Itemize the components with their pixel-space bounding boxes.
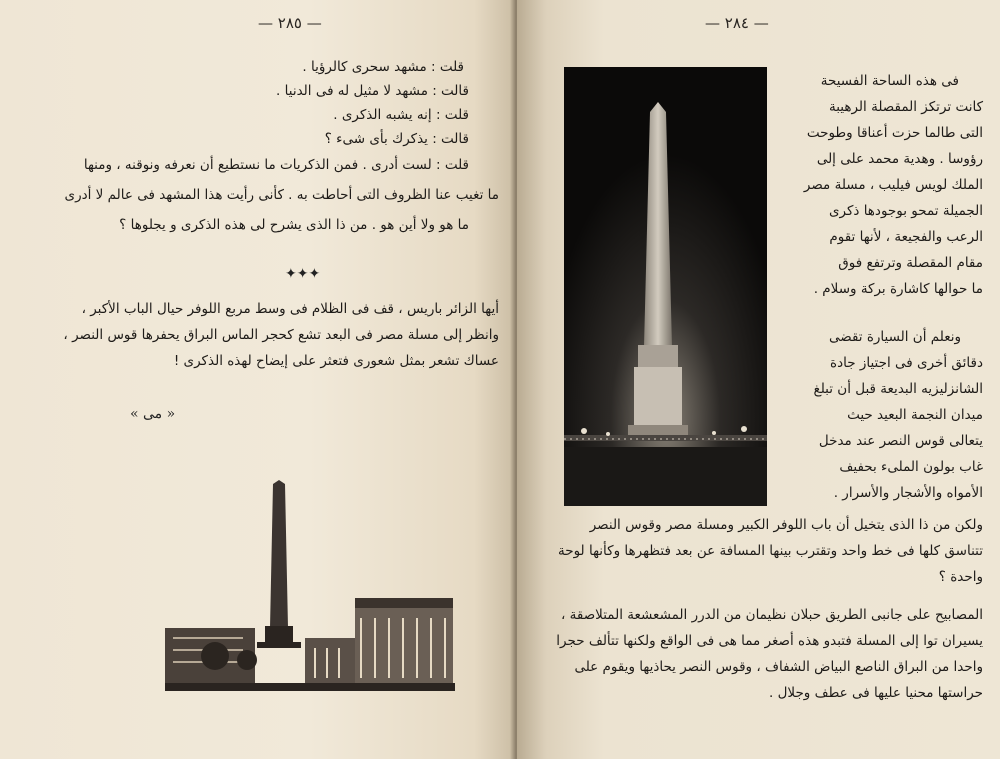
full-line: واحدا من البراق الناصع البياض الشفاف ، وقوس النصر يحاذيها ويقوم على [574,659,983,675]
dialogue-line: قلت : إنه يشبه الذكرى . [333,107,469,123]
column-line: ميدان النجمة البعيد حيث [847,407,983,423]
column-paragraph-2 [783,328,983,508]
section-separator: ✦✦✦ [285,266,321,282]
dialogue-line: ما تغيب عنا الظروف التى أحاطت به . كأنى رأيت هذا المشهد فى عالم لا أدرى [64,187,499,203]
column-line: دقائق أخرى فى اجتياز جادة [830,355,983,371]
column-line: الأمواه والأشجار والأسرار . [833,485,983,501]
column-line: يتعالى قوس النصر عند مدخل [818,433,983,449]
dialogue-line: قلت : مشهد سحرى كالرؤيا . [302,59,464,75]
column-line: الجميلة تمحو بوجودها ذكرى [828,203,983,219]
column-line: الشانزليزيه البديعة قبل أن تبلغ [813,381,983,397]
column-line: الملك لويس فيليب ، مسلة مصر [803,177,983,193]
left-page-number: — ٢٨٥ — [258,14,322,32]
closing-line: عساك تشعر بمثل شعورى فتعثر على إيضاح لهذه الذكرى ! [173,353,499,369]
closing-block [59,300,499,400]
column-line: كانت ترتكز المقصلة الرهيبة [828,99,983,115]
dialogue-line: ما هو ولا أين هو . من ذا الذى يشرح لى هذه الذكرى و يجلوها ؟ [119,217,469,233]
author-signature: « مى » [130,406,176,422]
column-line: ما حوالها كاشارة بركة وسلام . [813,281,983,297]
full-paragraph-2 [553,606,983,716]
obelisk-sketch-illustration [165,478,455,693]
dialogue-block [59,58,499,248]
column-line: التى طالما حزت أعناقا وطوحت [806,125,983,141]
right-page-number: — ٢٨٤ — [705,14,769,32]
full-line: ولكن من ذا الذى يتخيل أن باب اللوفر الكبير ومسلة مصر وقوس النصر [589,517,983,533]
full-line: واحدة ؟ [938,569,983,585]
column-line: ونعلم أن السيارة تقضى [828,329,961,345]
column-line: مقام المقصلة وترتفع فوق [838,255,983,271]
full-line: تتناسق كلها فى خط واحد وتقترب بينها المسافة عن بعد فتظهرها وكأنها لوحة [558,543,983,559]
column-line: رؤوسا . وهدية محمد على إلى [816,151,983,167]
full-line: حراستها محنيا عليها فى عطف وجلال . [769,685,983,701]
full-paragraph-1 [553,516,983,596]
column-line: الرعب والفجيعة ، لأنها تقوم [829,229,983,245]
closing-line: وانظر إلى مسلة مصر فى البعد تشع كحجر الماس البراق يحفرها قوس النصر ، [63,327,499,343]
closing-line: أيها الزائر باريس ، قف فى الظلام فى وسط مربع اللوفر حيال الباب الأكبر ، [81,301,499,317]
column-line: غاب بولون الملىء بحفيف [839,459,983,475]
column-paragraph-1 [783,72,983,297]
dialogue-line: قلت : لست أدرى . فمن الذكريات ما نستطيع أن نعرفه ونوقنه ، ومنها [83,157,469,173]
full-line: يسيران توا إلى المسلة فتبدو هذه أصغر مما هى فى الواقع ولكنها تتألف حجرا [556,633,983,649]
full-line: المصابيح على جانبى الطريق حبلان نظيمان من الدرر المشعشعة المتلاصقة ، [561,607,983,623]
dialogue-line: قالت : يذكرك بأى شىء ؟ [324,131,469,147]
dialogue-line: قالت : مشهد لا مثيل له فى الدنيا . [276,83,469,99]
column-line: فى هذه الساحة الفسيحة [820,73,959,89]
obelisk-night-photo [564,67,767,506]
